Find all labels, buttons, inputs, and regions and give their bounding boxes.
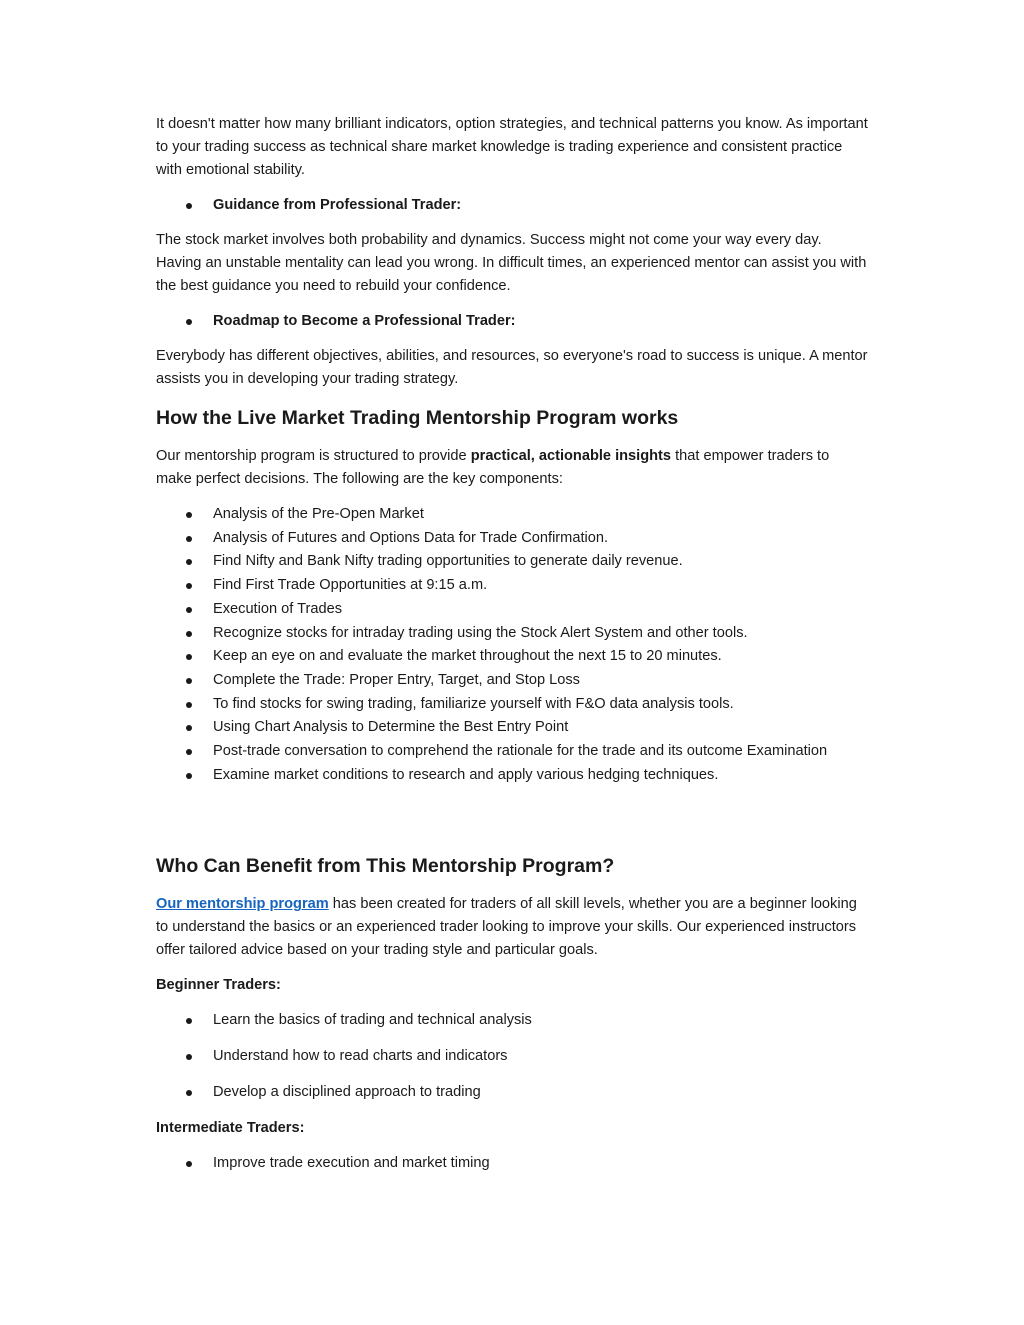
list-item: Learn the basics of trading and technical analysis: [156, 1009, 868, 1033]
list-item: Understand how to read charts and indicators: [156, 1045, 868, 1069]
beginner-traders-list: [156, 1009, 868, 1104]
who-benefits-paragraph: [156, 893, 868, 962]
list-item: Keep an eye on and evaluate the market throughout the next 15 to 20 minutes.: [156, 645, 868, 669]
list-item: To find stocks for swing trading, familiarize yourself with F&O data analysis tools.: [156, 693, 868, 717]
list-item: Recognize stocks for intraday trading using the Stock Alert System and other tools.: [156, 622, 868, 646]
roadmap-paragraph: Everybody has different objectives, abilities, and resources, so everyone's road to success is unique. A mentor assists you in developing your trading strategy.: [156, 348, 868, 387]
intro-paragraph: It doesn't matter how many brilliant indicators, option strategies, and technical patterns you know. As important to your trading success as technical share market knowledge is trading experience and consistent practice with emotional stability.: [156, 116, 868, 178]
section-spacer: [156, 799, 868, 839]
intro-text-start: Our mentorship program is structured to provide: [156, 448, 471, 464]
list-item: Using Chart Analysis to Determine the Best Entry Point: [156, 716, 868, 740]
intro-text-end: that empower traders to make perfect decisions. The following are the key components:: [156, 448, 830, 487]
how-it-works-intro: [156, 445, 868, 491]
list-item: Post-trade conversation to comprehend the rationale for the trade and its outcome Examination: [156, 740, 868, 764]
list-item: Analysis of the Pre-Open Market: [156, 503, 868, 527]
key-components-list: [156, 503, 868, 787]
list-item: Improve trade execution and market timing: [156, 1152, 868, 1176]
who-benefits-title: Who Can Benefit from This Mentorship Program?: [156, 855, 615, 878]
how-it-works-title: How the Live Market Trading Mentorship Program works: [156, 407, 679, 429]
list-item: Develop a disciplined approach to trading: [156, 1081, 868, 1105]
list-item: Examine market conditions to research and apply various hedging techniques.: [156, 764, 868, 788]
mentorship-program-link[interactable]: Our mentorship program: [156, 896, 329, 913]
list-item: Execution of Trades: [156, 598, 868, 622]
who-benefits-text: has been created for traders of all skill levels, whether you are a beginner looking to understand the basics or an experienced trader looking to improve your skills. Our experienced instructors offer tailored advice based on your trading style and particular goals.: [156, 896, 857, 959]
guidance-heading: Guidance from Professional Trader:: [156, 194, 868, 217]
guidance-paragraph: The stock market involves both probability and dynamics. Success might not come your way every day. Having an unstable mentality can lead you wrong. In difficult times, an experienced mentor can assist you with the best guidance you need to rebuild your confidence.: [156, 232, 867, 294]
list-item: Find First Trade Opportunities at 9:15 a.m.: [156, 574, 868, 598]
list-item: Complete the Trade: Proper Entry, Target, and Stop Loss: [156, 669, 868, 693]
document-body: [156, 113, 868, 1187]
roadmap-heading: Roadmap to Become a Professional Trader:: [156, 310, 868, 333]
beginner-traders-heading: Beginner Traders:: [156, 977, 281, 994]
list-item: Find Nifty and Bank Nifty trading opportunities to generate daily revenue.: [156, 550, 868, 574]
intermediate-traders-heading: Intermediate Traders:: [156, 1119, 305, 1136]
intro-bold-text: practical, actionable insights: [470, 448, 672, 464]
list-item: Analysis of Futures and Options Data for Trade Confirmation.: [156, 527, 868, 551]
intermediate-traders-list: [156, 1152, 868, 1176]
